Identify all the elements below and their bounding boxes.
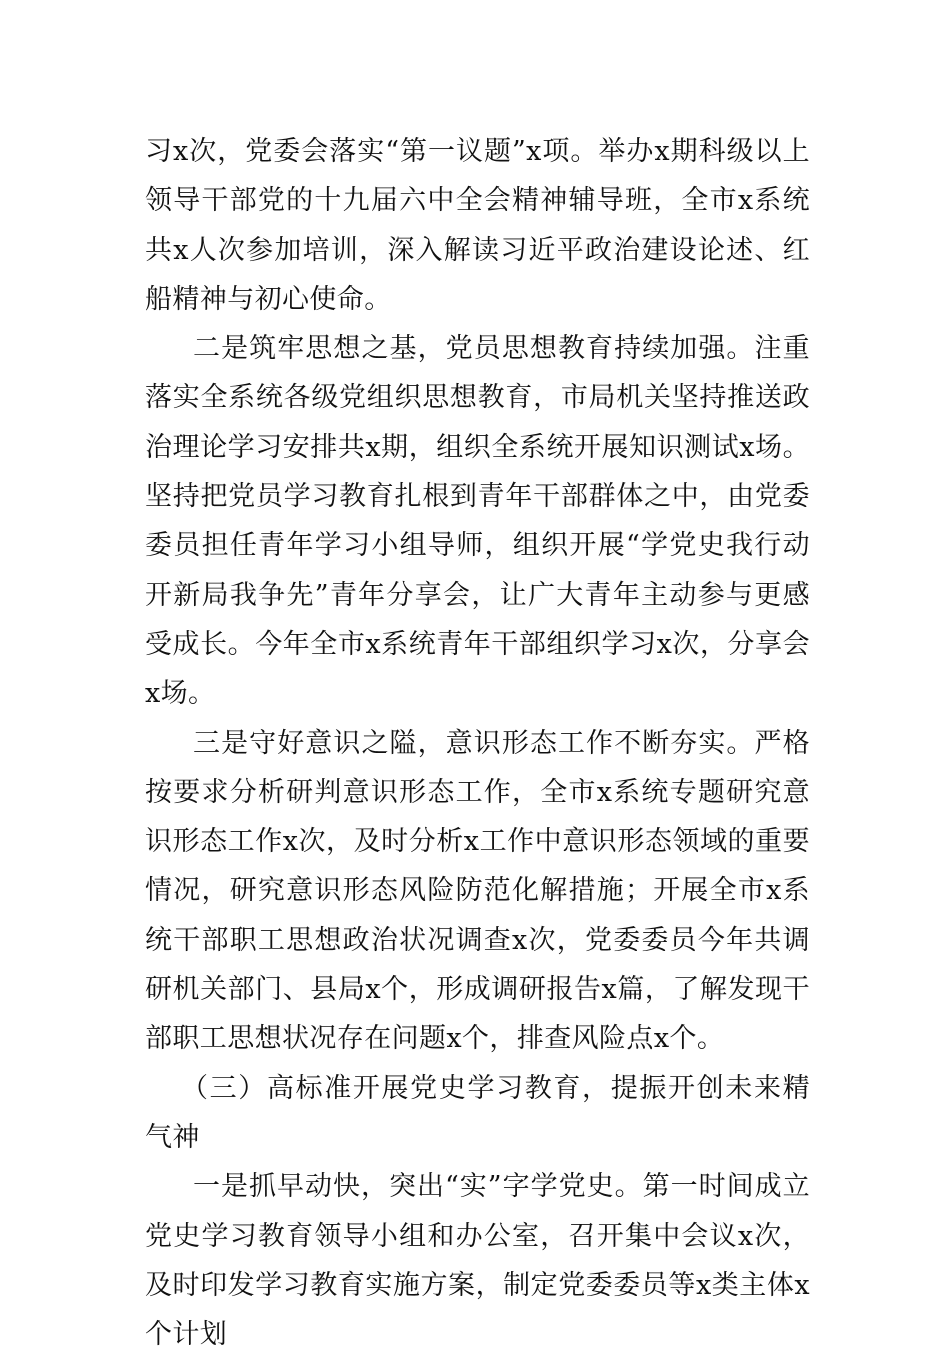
paragraph-ideological-education: 二是筑牢思想之基，党员思想教育持续加强。注重落实全系统各级党组织思想教育，市局机关坚持推送政治理论学习安排共x期，组织全系统开展知识测试x场。坚持把党员学习教育扎根到青年干部群体之中，由党委委员担任青年学习小组导师，组织开展“学党史我行动 开新局我争先”青年分享会，让广大青年主动参与更感受成长。今年全市x系统青年干部组织学习x次，分享会x场。 (145, 333, 810, 710)
paragraph-ideology-work: 三是守好意识之隘，意识形态工作不断夯实。严格按要求分析研判意识形态工作，全市x系统专题研究意识形态工作x次，及时分析x工作中意识形态领域的重要情况，研究意识形态风险防范化解措施；开展全市x系统干部职工思想政治状况调查x次，党委委员今年共调研机关部门、县局x个，形成调研报告x篇，了解发现干部职工思想状况存在问题x个，排查风险点x个。 (145, 727, 810, 1055)
document-body (145, 127, 810, 1359)
section-heading-party-history: （三）高标准开展党史学习教育，提振开创未来精气神 (145, 1072, 810, 1153)
paragraph-party-history-study: 一是抓早动快，突出“实”字学党史。第一时间成立党史学习教育领导小组和办公室，召开集中会议x次，及时印发学习教育实施方案，制定党委委员等x类主体x个计划 (145, 1171, 810, 1351)
paragraph-continuation: 习x次，党委会落实“第一议题”x项。举办x期科级以上领导干部党的十九届六中全会精神辅导班，全市x系统共x人次参加培训，深入解读习近平政治建设论述、红船精神与初心使命。 (145, 136, 810, 315)
